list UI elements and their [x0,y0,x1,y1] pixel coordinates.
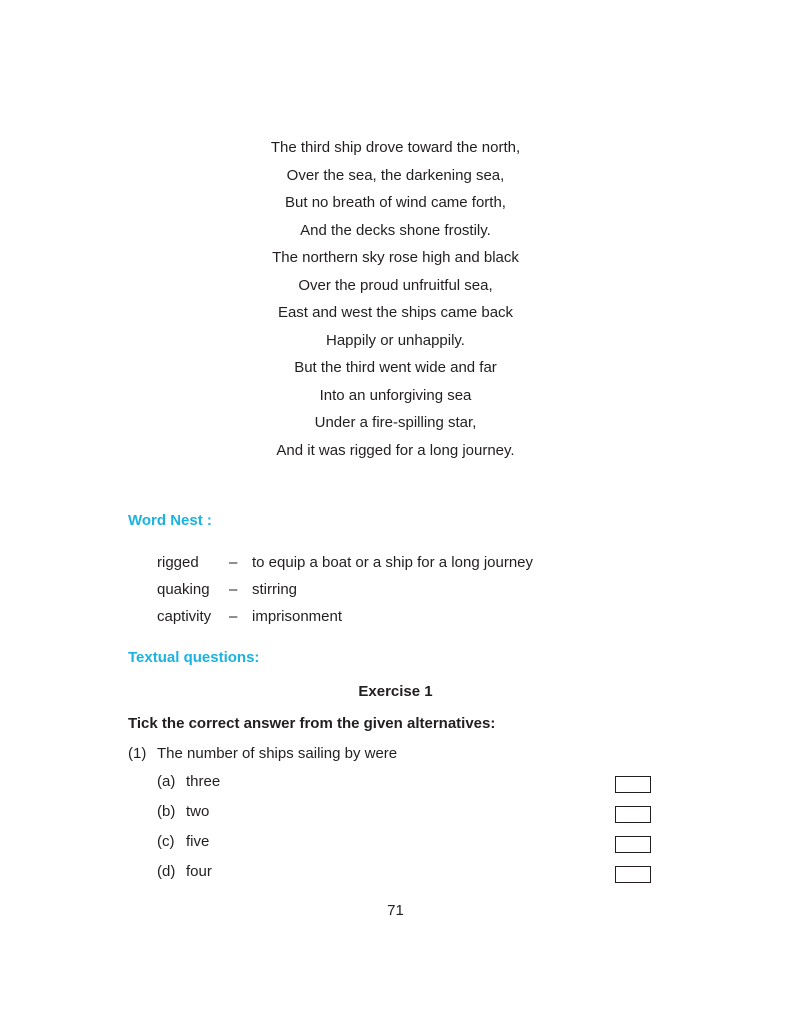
question-number: (1) [128,745,147,762]
glossary-meaning: to equip a boat or a ship for a long journey [252,554,534,571]
glossary-word: rigged [157,554,199,571]
question-1 [128,743,397,765]
option-d [157,861,652,891]
poem-line: Over the sea, the darkening sea, [286,166,505,184]
textual-questions-heading: Textual questions: [128,649,260,666]
poem-line: East and west the ships came back [277,304,514,321]
glossary-word: quaking [157,581,210,598]
question-text: The number of ships sailing by were [157,745,398,762]
glossary-word: captivity [157,608,212,625]
option-a [157,771,652,801]
poem-line: The third ship drove toward the north, [270,139,521,156]
poem-line: Happily or unhappily. [326,331,465,349]
tick-box-c[interactable] [615,836,651,853]
tick-box-a[interactable] [615,776,651,793]
glossary-dash: – [229,554,238,571]
option-c [157,831,652,861]
exercise-title: Exercise 1 [358,683,433,700]
tick-box-d[interactable] [615,866,651,883]
option-letter: (b) [157,803,176,820]
option-letter: (d) [157,863,176,880]
glossary-dash: – [229,608,238,625]
poem-line: But no breath of wind came forth, [285,194,506,211]
option-b [157,801,652,831]
option-text: two [186,803,210,820]
glossary-meaning: stirring [252,581,298,598]
word-nest-heading: Word Nest : [128,512,212,529]
answer-options [157,771,652,891]
tick-box-b[interactable] [615,806,651,823]
exercise-instruction: Tick the correct answer from the given alternatives: [128,715,496,732]
poem-line: Under a fire-spilling star, [314,414,477,431]
option-text: three [186,773,221,790]
poem-stanza [0,136,791,466]
option-letter: (c) [157,833,175,850]
poem-line: The northern sky rose high and black [272,249,519,266]
page-number: 71 [387,902,404,919]
glossary-meaning: imprisonment [252,608,343,625]
poem-line: But the third went wide and far [294,359,497,376]
poem-line: And it was rigged for a long journey. [276,441,515,459]
option-text: four [186,863,212,880]
poem-line: And the decks shone frostily. [300,221,491,239]
option-text: five [186,833,210,850]
poem-line: Over the proud unfruitful sea, [298,276,493,294]
option-letter: (a) [157,773,176,790]
poem-line: Into an unforgiving sea [319,386,472,404]
glossary-dash: – [229,581,238,598]
